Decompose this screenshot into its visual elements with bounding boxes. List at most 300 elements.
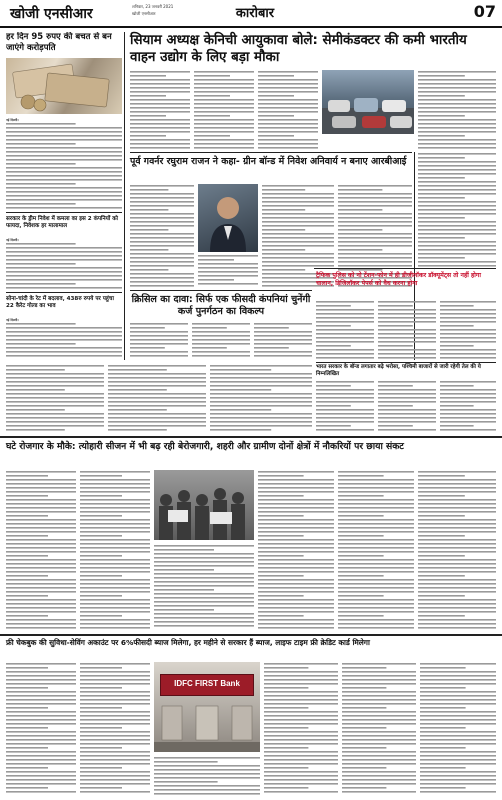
text-line (258, 139, 318, 141)
text-line (440, 333, 496, 335)
text-line (80, 687, 122, 689)
text-line (418, 205, 496, 207)
text-line (264, 707, 308, 709)
text-line (440, 385, 474, 387)
text-line (342, 687, 386, 689)
text-line (316, 329, 374, 331)
text-line (418, 225, 496, 227)
text-line (80, 787, 122, 789)
text-line (440, 389, 496, 391)
text-line (6, 167, 122, 169)
text-line (342, 703, 416, 705)
text-line (418, 595, 465, 597)
text-line (338, 471, 414, 473)
story-body (258, 470, 334, 630)
text-line (338, 539, 414, 541)
text-line (418, 583, 496, 585)
text-lines (316, 300, 374, 360)
text-line (338, 563, 414, 565)
text-line (108, 409, 167, 411)
text-line (254, 347, 289, 349)
text-line (80, 527, 150, 529)
text-line (338, 499, 414, 501)
text-line (80, 627, 150, 629)
text-line (316, 313, 374, 315)
text-line (130, 237, 194, 239)
text-line (194, 115, 230, 117)
text-line (378, 389, 436, 391)
text-line (6, 683, 76, 685)
story-body (6, 364, 104, 434)
text-line (6, 627, 76, 629)
text-line (108, 429, 167, 431)
text-line (154, 569, 214, 571)
text-line (198, 275, 258, 277)
text-line (264, 711, 338, 713)
cars-illustration (322, 70, 414, 134)
text-lines (342, 662, 416, 796)
text-line (258, 127, 318, 129)
text-lines (194, 70, 254, 150)
text-line (338, 567, 414, 569)
text-line (6, 555, 48, 557)
text-line (254, 343, 312, 345)
text-line (420, 671, 496, 673)
text-line (154, 773, 260, 775)
text-line (418, 237, 465, 239)
text-line (378, 353, 436, 355)
text-lines (80, 470, 150, 630)
text-line (154, 597, 254, 599)
text-line (130, 119, 190, 121)
text-lines (154, 756, 260, 796)
text-line (264, 747, 308, 749)
text-line (418, 555, 465, 557)
text-line (6, 369, 65, 371)
text-line (6, 719, 76, 721)
text-line (130, 229, 168, 231)
text-line (154, 793, 260, 795)
text-line (440, 409, 496, 411)
text-line (6, 743, 76, 745)
text-line (6, 397, 104, 399)
text-line (6, 539, 76, 541)
text-line (258, 603, 334, 605)
text-line (264, 679, 338, 681)
story-body: नई दिल्ली। (6, 118, 122, 210)
text-line (338, 245, 412, 247)
text-line (6, 323, 76, 325)
text-line (6, 519, 76, 521)
text-line (418, 607, 496, 609)
text-line (338, 595, 384, 597)
text-line (338, 523, 414, 525)
text-line (6, 327, 122, 329)
text-line (130, 221, 194, 223)
text-line (130, 213, 194, 215)
text-line (258, 511, 334, 513)
text-line (420, 695, 496, 697)
story-headline: सरकार के ड्रीम निवेश में कमला का इस 2 कंपनियों को फायदा, निवेशक हर मालामाल (6, 216, 118, 229)
text-line (420, 703, 496, 705)
text-line (338, 205, 412, 207)
text-line (6, 271, 122, 273)
text-line (130, 197, 194, 199)
divider (6, 212, 122, 213)
text-line (418, 483, 496, 485)
text-line (420, 675, 496, 677)
text-line (440, 309, 496, 311)
text-line (210, 389, 271, 391)
text-line (262, 237, 334, 239)
text-line (80, 699, 150, 701)
text-line (108, 389, 167, 391)
story-headline: क्रिसिल का दावा: सिर्फ एक फीसदी कंपनियां चुनेंगी कर्ज पुनर्गठन का विकल्प (131, 294, 311, 318)
text-line (194, 119, 254, 121)
text-line (316, 337, 374, 339)
text-line (6, 155, 122, 157)
text-line (6, 687, 48, 689)
text-line (420, 727, 466, 729)
text-line (418, 253, 496, 255)
story-headline: ट्रैफिक पुलिस को नो टेंशन-फोन में ही डीजीलॉकर डॉक्यूमेंट्स तो नहीं होगा चालान, डिजिलॉकर पेपर्स को वैध करना होगा (316, 272, 481, 287)
text-line (130, 201, 194, 203)
text-line (130, 79, 190, 81)
text-line (80, 483, 150, 485)
text-line (6, 195, 122, 197)
text-line (192, 351, 250, 353)
text-line (258, 519, 334, 521)
text-line (80, 743, 150, 745)
text-line (418, 147, 496, 149)
text-line (258, 483, 334, 485)
text-line (418, 221, 496, 223)
story-body (440, 380, 496, 434)
text-line (80, 607, 150, 609)
text-line (258, 119, 318, 121)
text-line (154, 765, 260, 767)
text-line (6, 591, 76, 593)
text-lines (6, 118, 122, 210)
text-line (6, 421, 104, 423)
story-body (264, 662, 338, 796)
text-line (80, 683, 150, 685)
text-line (194, 95, 230, 97)
text-line (440, 329, 496, 331)
text-line (210, 405, 312, 407)
text-line (6, 243, 76, 245)
text-line (262, 197, 334, 199)
text-lines (258, 470, 334, 630)
text-line (6, 607, 76, 609)
text-line (418, 197, 465, 199)
text-line (258, 491, 334, 493)
text-line (338, 249, 382, 251)
text-line (316, 353, 374, 355)
text-line (130, 209, 168, 211)
story-body (254, 322, 312, 360)
text-line (80, 539, 150, 541)
text-line (6, 259, 122, 261)
text-line (338, 607, 414, 609)
text-line (154, 589, 214, 591)
crowd-illustration (154, 470, 254, 540)
text-lines (418, 70, 496, 150)
text-line (258, 543, 334, 545)
text-line (440, 353, 496, 355)
text-line (258, 95, 294, 97)
text-line (130, 323, 188, 325)
text-line (418, 71, 496, 73)
text-line (316, 413, 374, 415)
story-body (80, 470, 150, 630)
text-line (316, 429, 374, 431)
text-line (154, 769, 260, 771)
text-line (258, 495, 304, 497)
text-line (6, 413, 104, 415)
text-line (262, 229, 305, 231)
cars-photo (322, 70, 414, 134)
text-line (6, 495, 48, 497)
text-line (6, 515, 48, 517)
text-line (338, 193, 412, 195)
text-line (420, 775, 496, 777)
text-line (80, 515, 122, 517)
text-line (264, 719, 338, 721)
text-line (6, 417, 104, 419)
text-line (258, 135, 294, 137)
text-line (80, 707, 122, 709)
text-line (338, 225, 412, 227)
text-line (108, 401, 206, 403)
text-line (6, 615, 48, 617)
text-line (6, 401, 104, 403)
text-line (210, 421, 312, 423)
text-line (418, 591, 496, 593)
text-line (338, 495, 384, 497)
text-line (418, 527, 496, 529)
text-line (342, 783, 416, 785)
text-line (258, 83, 318, 85)
text-line (6, 775, 76, 777)
text-line (154, 777, 260, 779)
text-line (80, 691, 150, 693)
story-body (338, 470, 414, 630)
text-line (108, 377, 206, 379)
text-line (108, 373, 206, 375)
text-line (420, 667, 466, 669)
text-line (194, 127, 254, 129)
text-line (258, 607, 334, 609)
text-line (6, 503, 76, 505)
text-line (80, 487, 150, 489)
text-line (420, 759, 496, 761)
text-line (6, 787, 48, 789)
text-line (154, 789, 260, 791)
text-line (420, 663, 496, 665)
text-line (316, 417, 374, 419)
text-line (316, 393, 374, 395)
text-line (198, 279, 234, 281)
text-line (210, 409, 271, 411)
text-line (338, 491, 414, 493)
story-body (130, 322, 188, 360)
text-line (258, 555, 304, 557)
text-line (316, 425, 351, 427)
text-line (418, 111, 496, 113)
currency-photo (6, 58, 122, 114)
text-line (418, 491, 496, 493)
text-line (6, 365, 104, 367)
text-line (262, 209, 305, 211)
text-line (6, 425, 104, 427)
text-line (420, 691, 496, 693)
text-line (338, 487, 414, 489)
text-line (338, 507, 414, 509)
text-line (264, 695, 338, 697)
text-line (154, 605, 254, 607)
text-line (264, 759, 338, 761)
text-line (338, 511, 414, 513)
text-line (258, 111, 318, 113)
text-line (316, 385, 351, 387)
text-line (130, 123, 190, 125)
text-line (418, 229, 496, 231)
text-line (258, 619, 334, 621)
text-line (264, 671, 338, 673)
text-line (210, 369, 271, 371)
text-line (154, 549, 214, 551)
text-line (80, 547, 150, 549)
text-line (338, 615, 384, 617)
text-line (80, 571, 150, 573)
story-body (418, 152, 496, 268)
text-line (80, 507, 150, 509)
text-lines (254, 322, 312, 360)
text-line (418, 599, 496, 601)
text-line (440, 405, 474, 407)
text-line (342, 731, 416, 733)
text-line (80, 723, 150, 725)
text-line (80, 595, 122, 597)
text-line (192, 323, 250, 325)
text-line (80, 735, 150, 737)
text-line (258, 587, 334, 589)
text-line (80, 495, 122, 497)
text-line (6, 179, 122, 181)
text-line (262, 265, 334, 267)
text-line (418, 543, 496, 545)
text-line (210, 373, 312, 375)
text-line (342, 755, 416, 757)
text-line (258, 583, 334, 585)
text-line (338, 265, 412, 267)
text-line (264, 739, 338, 741)
text-line (338, 233, 412, 235)
text-line (338, 257, 412, 259)
text-line (264, 683, 338, 685)
text-line (418, 611, 496, 613)
text-line (418, 131, 496, 133)
text-line (264, 691, 338, 693)
text-line (316, 325, 351, 327)
text-line (418, 119, 496, 121)
text-line (80, 727, 122, 729)
text-line (338, 185, 412, 187)
text-line (6, 527, 76, 529)
text-line (378, 385, 413, 387)
text-line (418, 115, 465, 117)
story-body (316, 300, 374, 360)
text-lines (258, 70, 318, 150)
text-line (6, 587, 76, 589)
text-line (258, 551, 334, 553)
text-line (440, 321, 496, 323)
text-line (338, 619, 414, 621)
text-line (418, 181, 496, 183)
text-line (418, 567, 496, 569)
text-line (258, 571, 334, 573)
text-line (440, 381, 496, 383)
story-body: नई दिल्ली। (6, 238, 122, 290)
story-body (378, 380, 436, 434)
text-line (420, 707, 466, 709)
text-line (418, 79, 496, 81)
text-line (418, 615, 465, 617)
text-line (6, 151, 122, 153)
text-line (80, 611, 150, 613)
lead-body (258, 70, 318, 150)
text-line (6, 543, 76, 545)
text-line (420, 751, 496, 753)
photo-caption (154, 756, 260, 796)
text-line (342, 675, 416, 677)
text-line (342, 699, 416, 701)
text-line (194, 99, 254, 101)
text-line (338, 213, 412, 215)
text-line (210, 381, 312, 383)
text-line (6, 187, 122, 189)
text-line (378, 381, 436, 383)
text-line (130, 343, 188, 345)
story-body (130, 184, 194, 288)
text-line (130, 111, 190, 113)
text-line (6, 255, 122, 257)
text-line (342, 691, 416, 693)
text-line (6, 715, 76, 717)
text-line (418, 177, 465, 179)
text-line (258, 75, 294, 77)
text-line (130, 189, 168, 191)
text-line (418, 579, 496, 581)
text-line (80, 531, 150, 533)
rupee-notes-illustration (6, 58, 122, 114)
text-line (194, 75, 230, 77)
text-line (418, 127, 496, 129)
text-line (258, 123, 318, 125)
text-line (418, 471, 496, 473)
text-line (378, 421, 436, 423)
text-line (6, 731, 76, 733)
text-line (418, 249, 496, 251)
text-line (264, 699, 338, 701)
text-line (130, 185, 194, 187)
text-line (130, 261, 194, 263)
text-line (418, 511, 496, 513)
story-body (378, 300, 436, 360)
text-line (6, 499, 76, 501)
text-lines (440, 380, 496, 434)
